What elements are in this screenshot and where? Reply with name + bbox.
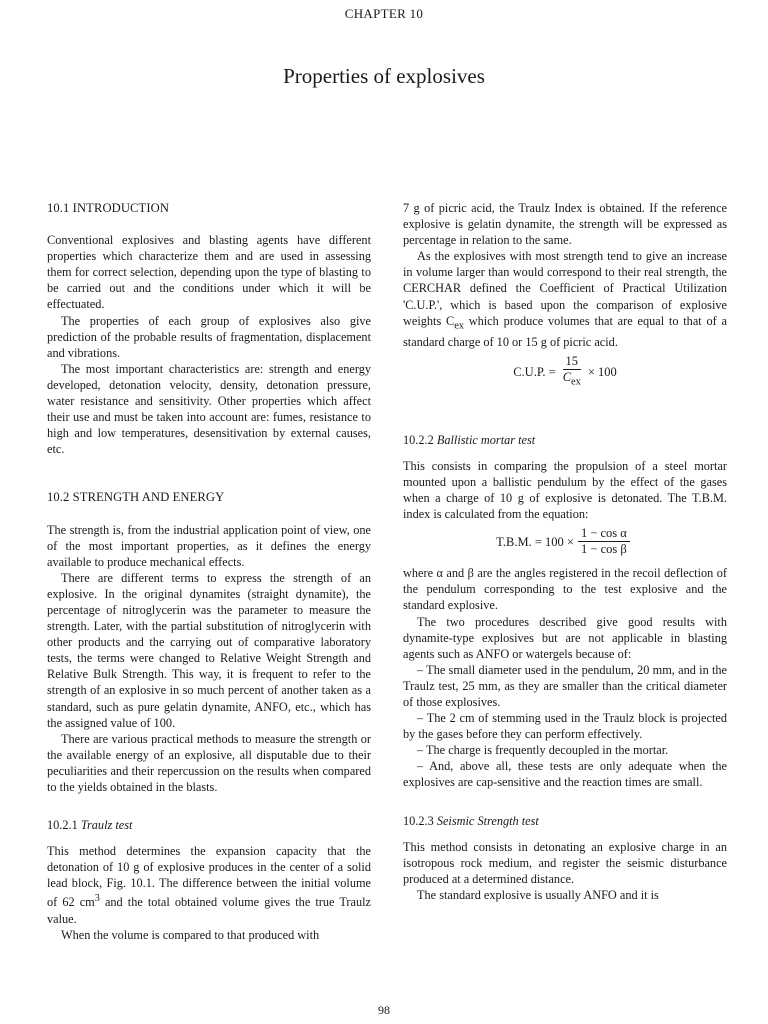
subsection-heading-10-2-1 xyxy=(47,817,371,833)
subsection-title: Traulz test xyxy=(80,818,133,833)
page-number: 98 xyxy=(378,1003,390,1017)
paragraph xyxy=(403,248,727,350)
list-item: – The small diameter used in the pendulum, 20 mm, and in the Traulz test, 25 mm, as they are smaller than the critical diameter of those explosives. xyxy=(403,662,727,710)
subsection-heading-10-2-2 xyxy=(403,432,727,448)
subsection-title: Ballistic mortar test xyxy=(436,432,536,447)
paragraph: 7 g of picric acid, the Traulz Index is obtained. If the reference explosive is gelatin dynamite, the strength will be expressed as percentage in relation to the same. xyxy=(403,201,727,248)
formula-numerator: 15 xyxy=(563,354,582,370)
formula-fraction xyxy=(578,526,630,557)
formula-numerator: 1 − cos α xyxy=(578,526,630,542)
paragraph: The two procedures described give good results with dynamite-type explosives but are not applicable in blasting agents such as ANFO or watergels because of: xyxy=(403,614,727,661)
paragraph: This consists in comparing the propulsion of a steel mortar mounted upon a ballistic pendulum by the effect of the gases when a charge of 10 g of explosive is detonated. The T.B.M. index is calculated from the equation: xyxy=(403,458,727,522)
text-span: which produce volumes that are equal to that of a standard charge of 10 or 15 g of picric acid. xyxy=(403,313,727,350)
formula-fraction xyxy=(560,354,584,390)
subsection-number: 10.2.2 xyxy=(403,432,434,447)
paragraph: There are different terms to express the strength of an explosive. In the original dynamites (straight dynamite), the percentage of nitroglycerin was the parameter to measure the strength. Later, with the partial substitution of nitroglycerin with other products and the carrying out of comparative laboratory tests, the terms were changed to Relative Weight Strength and Relative Bulk Strength. This way, it is frequent to refer to the strength of an explosive in so much percent of another taken as a standard, such as pure gelatin dynamite, ANFO, etc., which has the assigned value of 100. xyxy=(47,570,371,730)
section-heading-10-2: 10.2 STRENGTH AND ENERGY xyxy=(47,490,225,505)
formula-lhs: C.U.P. = xyxy=(513,365,556,379)
formula-denominator-symbol: C xyxy=(562,370,572,385)
left-column xyxy=(47,200,371,943)
list-item: – The charge is frequently decoupled in the mortar. xyxy=(417,743,669,758)
list-item: – And, above all, these tests are only adequate when the explosives are cap-sensitive and the reaction times are small. xyxy=(403,759,727,790)
paragraph: This method consists in detonating an explosive charge in an isotropous rock medium, and register the seismic disturbance produced at a determined distance. xyxy=(403,839,727,886)
paragraph: The properties of each group of explosives also give prediction of the probable results of fragmentation, displacement and vibrations. xyxy=(47,313,371,360)
chapter-label: CHAPTER 10 xyxy=(344,6,424,21)
subsection-heading-10-2-3 xyxy=(403,813,727,829)
paragraph: The most important characteristics are: strength and energy developed, detonation velocity, density, detonation pressure, water resistance and sensitivity. Other properties which affect their use and must be taken into account are: fumes, resistance to high and low temperatures, desensitivation by external causes, etc. xyxy=(47,361,371,457)
paragraph: The standard explosive is usually ANFO and it is xyxy=(417,887,659,902)
subsection-title: Seismic Strength test xyxy=(436,813,539,828)
paragraph: Conventional explosives and blasting agents have different properties which characterize them and are used in assessing them for correct selection, depending upon the type of blasting to be carried out and the conditions under which it will be effectuated. xyxy=(47,233,371,312)
paragraph: There are various practical methods to measure the strength or the available energy of an explosive, all disputable due to their peculiarities and their repercussion on the results when compared to the yields obtained in the blasts. xyxy=(47,731,371,794)
list-item: – The 2 cm of stemming used in the Traulz block is projected by the gases before they can perform effectively. xyxy=(403,711,727,742)
text-span: As the explosives with most strength tend to give an increase in volume larger than would correspond to their real strength, the CERCHAR defined the Coefficient of Practical Utilization 'C.U.P.', which is based upon the comparison of explosive weights C xyxy=(403,249,727,328)
subsection-number: 10.2.1 xyxy=(47,818,78,833)
superscript: 3 xyxy=(94,893,100,905)
paragraph: The strength is, from the industrial application point of view, one of the most important properties, as it defines the energy available to produce mechanical effects. xyxy=(47,522,371,569)
formula-rhs: × 100 xyxy=(587,365,617,379)
text-span: and the total obtained volume gives the true Traulz value. xyxy=(47,895,371,926)
formula-denominator: 1 − cos β xyxy=(581,542,627,557)
formula-denominator xyxy=(560,370,584,390)
paragraph: When the volume is compared to that produced with xyxy=(61,927,320,942)
section-heading-10-1: 10.1 INTRODUCTION xyxy=(47,201,170,215)
page-title: Properties of explosives xyxy=(283,64,485,88)
cup-formula xyxy=(403,354,727,390)
subscript: ex xyxy=(454,320,464,332)
subscript: ex xyxy=(571,376,581,388)
right-column xyxy=(403,200,727,903)
reasons-list xyxy=(403,662,727,791)
paragraph xyxy=(47,843,371,927)
formula-lhs: T.B.M. = 100 × xyxy=(496,534,574,549)
tbm-formula xyxy=(403,526,727,557)
paragraph: where α and β are the angles registered in the recoil deflection of the pendulum corresponding to the test explosive and the standard explosive. xyxy=(403,566,727,613)
subsection-number: 10.2.3 xyxy=(403,813,434,828)
text-span: This method determines the expansion capacity that the detonation of 10 g of explosive produces in the center of a solid lead block, Fig. 10.1. The difference between the initial volume of 62 cm xyxy=(47,844,371,910)
